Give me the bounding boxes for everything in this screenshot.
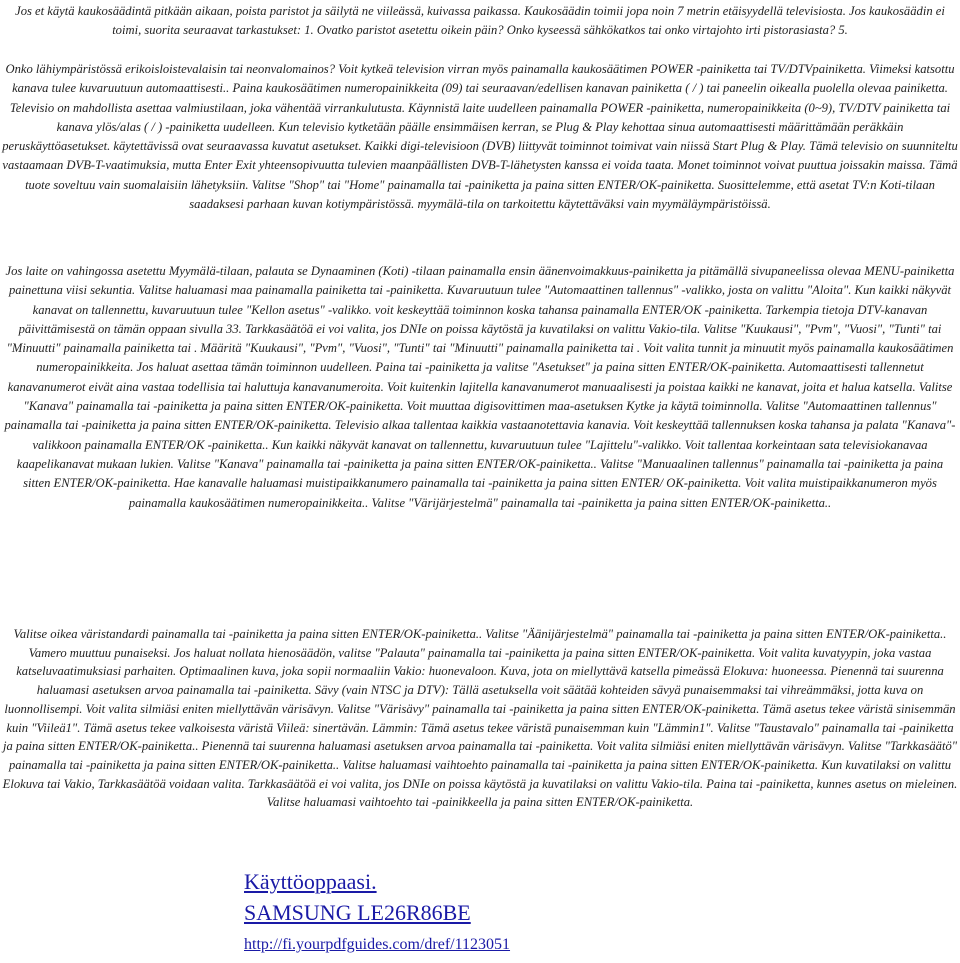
- paragraph-power-plug-and-play: Onko lähiympäristössä erikoisloistevalaisin tai neonvalomainos? Voit kytkeä television virran myös painamalla kaukosäätimen POWER -painiketta tai TV/DTVpainiketta. Viimeksi katsottu kanava tulee kuvaruutuun automaattisesti.. Paina kaukosäätimen numeropainikkeita (09) tai seuraavan/edellisen kanavan painiketta ( / ) tai paneelin oikealla puolella olevaa painiketta. Televisio on mahdollista asettaa valmiustilaan, joka vähentää virrankulutusta. Käynnistä laite uudelleen painamalla POWER -painiketta, numeropainikkeita (0~9), TV/DTV painiketta tai kanava ylös/alas ( / ) -painiketta uudelleen. Kun televisio kytketään päälle ensimmäisen kerran, se Plug & Play kehottaa sinua automaattisesti määrittämään peräkkäin peruskäyttöasetukset. käytettävissä ovat seuraavassa kuvatut asetukset. Kaikki digi-televisioon (DVB) liittyvät toiminnot toimivat vain niissä Start Plug & Play. Tämä televisio on suunniteltu vastaamaan DVB-T-vaatimuksia, mutta Enter Exit yhteensopivuutta tulevien maanpäällisten DVB-T-lähetysten kanssa ei voida taata. Monet toiminnot voivat puuttua joissakin maissa. Tämä tuote soveltuu vain suomalaisiin lähetyksiin. Valitse "Shop" tai "Home" painamalla tai -painiketta ja paina sitten ENTER/OK-painiketta. Suosittelemme, että asetat TV:n Koti-tilaan saadaksesi parhaan kuvan kotiympäristössä. myymälä-tila on tarkoitettu käytettäväksi vain myymäläympäristöissä.: [2, 62, 958, 212]
- footer-links: [244, 868, 510, 958]
- model-link[interactable]: SAMSUNG LE26R86BE: [244, 900, 471, 925]
- paragraph-picture-settings: Valitse oikea väristandardi painamalla tai -painiketta ja paina sitten ENTER/OK-painiketta.. Valitse "Äänijärjestelmä" painamalla tai -painiketta ja paina sitten ENTER/OK-painiketta.. Vamero muuttuu punaiseksi. Jos haluat nollata hienosäädön, valitse "Palauta" painamalla tai -painiketta ja paina sitten ENTER/OK-painiketta. Voit valita kuvatyypin, joka vastaa katseluvaatimuksiasi parhaiten. Optimaalinen kuva, joka sopii normaaliin Vakio: huonevaloon. Kuva, jota on miellyttävä katsella pimeässä Elokuva: huoneessa. Pienennä tai suurenna haluamasi asetuksen arvoa painamalla tai -painiketta. Sävy (vain NTSC ja DTV): Tällä asetuksella voit säätää kohteiden sävyä punaisemmaksi tai vihreämmäksi, jotta kuva on luonnollisempi. Voit valita silmiäsi eniten miellyttävän värisävyn. Valitse "Värisävy" painamalla tai -painiketta ja paina sitten ENTER/OK-painiketta. Tämä asetus tekee väristä sinisemmän kuin "Viileä1". Tämä asetus tekee valkoisesta väristä Viileä: sinertävän. Lämmin: Tämä asetus tekee väristä punaisemman kuin "Lämmin1". Valitse "Taustavalo" painamalla tai -painiketta ja paina sitten ENTER/OK-painiketta.. Pienennä tai suurenna haluamasi asetuksen arvoa painamalla tai -painiketta. Voit valita silmiäsi eniten miellyttävän värisävyn. Valitse "Tarkkasäätö" painamalla tai -painiketta ja paina sitten ENTER/OK-painiketta.. Valitse haluamasi vaihtoehto painamalla tai -painiketta ja paina sitten ENTER/OK-painiketta. Kun kuvatilaksi on valittu Elokuva tai Vakio, Tarkkasäätöä voidaan valita. Tarkkasäätöä ei voi valita, jos DNIe on poissa käytöstä ja kuvatilaksi on valittu Vakio-tila. Paina tai -painiketta, kunnes asetus on mieleinen. Valitse haluamasi vaihtoehto tai -painikkeella ja paina sitten ENTER/OK-painiketta.: [2, 627, 958, 810]
- paragraph-channel-setup: Jos laite on vahingossa asetettu Myymälä-tilaan, palauta se Dynaaminen (Koti) -tilaan painamalla ensin äänenvoimakkuus-painiketta ja pitämällä sivupaneelissa olevaa MENU-painiketta painettuna viisi sekuntia. Valitse haluamasi maa painamalla painiketta tai -painiketta. Kuvaruutuun tulee "Automaattinen tallennus" -valikko, josta on valittu "Aloita". Kun kaikki näkyvät kanavat on tallennettu, kuvaruutuun tulee "Kellon asetus" -valikko. voit keskeyttää toiminnon koska tahansa painamalla ENTER/OK -painiketta. Tarkempia tietoja DTV-kanavan päivittämisestä on tämän oppaan sivulla 33. Tarkkasäätöä ei voi valita, jos DNIe on poissa käytöstä ja kuvatilaksi on valittu Vakio-tila. Valitse "Kuukausi", "Pvm", "Vuosi", "Tunti" tai "Minuutti" painamalla painiketta tai . Määritä "Kuukausi", "Pvm", "Vuosi", "Tunti" tai "Minuutti" painamalla painiketta tai . Voit valita tunnit ja minuutit myös painamalla kaukosäätimen numeropainikkeita. Jos haluat asettaa tämän toiminnon uudelleen. Paina tai -painiketta ja valitse "Asetukset" ja paina sitten ENTER/OK-painiketta. Automaattisesti tallennetut kanavanumerot eivät aina vastaa todellisia tai haluttuja kanavanumeroita. Voit kuitenkin lajitella kanavanumerot manuaalisesti ja poistaa kaikki ne kanavat, joita et halua katsella. Valitse "Kanava" painamalla tai -painiketta ja paina sitten ENTER/OK-painiketta. Voit muuttaa digisovittimen maa-asetuksen Kytke ja käytä toiminnolla. Valitse "Automaattinen tallennus" painamalla tai -painiketta ja paina sitten ENTER/OK-painiketta. Televisio alkaa tallentaa kaikkia vastaanotettavia kanavia. Voit keskeyttää tallennuksen koska tahansa ja palata "Kanava"-valikkoon painamalla ENTER/OK -painiketta.. Kun kaikki näkyvät kanavat on tallennettu, kuvaruutuun tulee "Lajittelu"-valikko. Voit tallentaa korkeintaan sata televisiokanavaa kaapelikanavat mukaan lukien. Valitse "Kanava" painamalla tai -painiketta ja paina sitten ENTER/OK-painiketta.. Valitse "Manuaalinen tallennus" painamalla tai -painiketta ja paina sitten ENTER/OK-painiketta. Hae kanavalle haluamasi muistipaikkanumero painamalla tai -painiketta ja paina sitten ENTER/ OK-painiketta. Voit valita muistipaikkanumeron myös painamalla kaukosäätimen numeropainikkeita.. Valitse "Värijärjestelmä" painamalla tai -painiketta ja paina sitten ENTER/OK-painiketta..: [4, 264, 956, 510]
- manual-link[interactable]: Käyttöoppaasi.: [244, 869, 377, 894]
- pdf-guide-url-link[interactable]: http://fi.yourpdfguides.com/dref/1123051: [244, 936, 511, 953]
- paragraph-remote-care: Jos et käytä kaukosäädintä pitkään aikaan, poista paristot ja säilytä ne viileässä, kuivassa paikassa. Kaukosäädin toimii jopa noin 7 metrin etäisyydellä televisiosta. Jos kaukosäädin ei toimi, suorita seuraavat tarkastukset: 1. Ovatko paristot asetettu oikein päin? Onko kyseessä sähkökatkos tai onko virtajohto irti pistorasiasta? 5.: [15, 4, 945, 38]
